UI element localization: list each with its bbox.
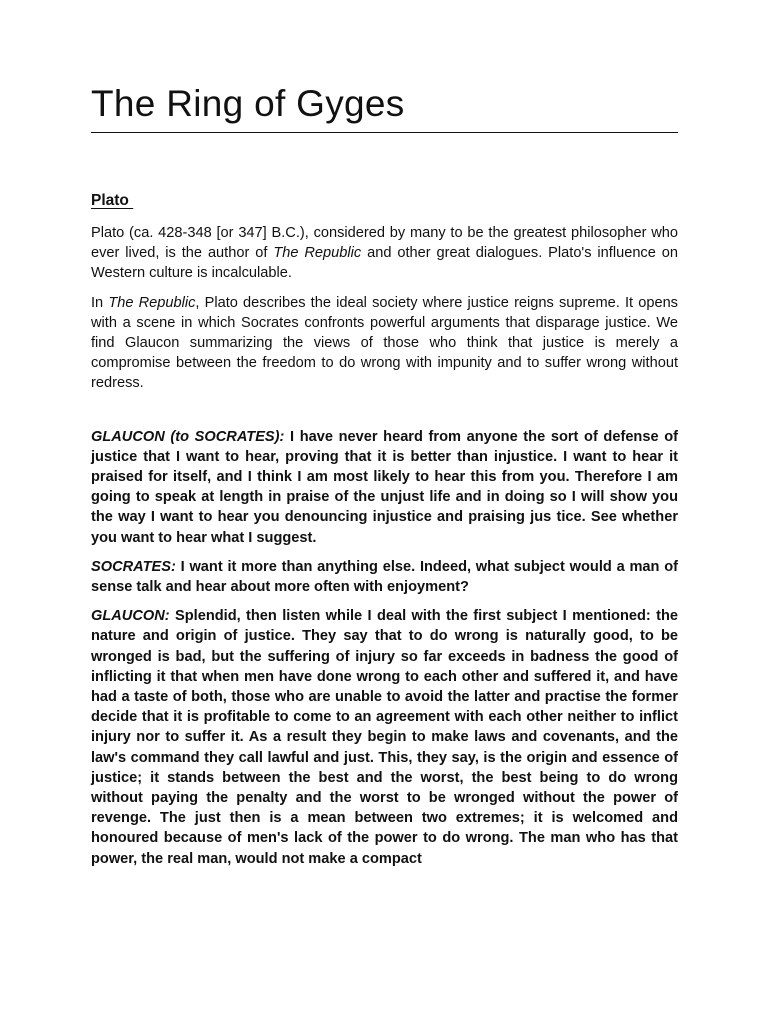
intro-paragraph-2-book-title: The Republic bbox=[108, 294, 196, 311]
intro-paragraph-2 bbox=[91, 293, 678, 394]
speech-text: Splendid, then listen while I deal with the first subject I mentioned: the nature and origin of justice. They say that to do wrong is naturally good, to be wronged is bad, but the suffering of injury so far exceeds in badness the good of inflicting it that when men have done wrong to each other and suffered it, and have had a taste of both, those who are unable to avoid the latter and practise the former decide that it is profitable to come to an agreement with each other neither to inflict injury nor to suffer it. As a result they begin to make laws and covenants, and the law's command they call lawful and just. This, they say, is the origin and essence of justice; it stands between the best and the worst, the best being to do wrong without paying the penalty and the worst to be wronged without the power of revenge. The just then is a mean between two extremes; it is welcomed and honoured because of men's lack of the power to do wrong. The man who has that power, the real man, would not make a compact bbox=[91, 608, 678, 867]
speaker-label: GLAUCON: bbox=[91, 608, 170, 625]
intro-paragraph-1-book-title: The Republic bbox=[273, 245, 362, 262]
dialogue-paragraph-3 bbox=[91, 606, 678, 869]
speech-text: I have never heard from anyone the sort of defense of justice that I want to hear, proving that it is better than injustice. I want to hear it praised for itself, and I think I am most likely to hear this from you. Therefore I am going to speak at length in praise of the unjust life and in doing so I will show you the way I want to hear you denouncing injustice and praising jus tice. See whether you want to hear what I suggest. bbox=[91, 428, 678, 546]
document-title: The Ring of Gyges bbox=[91, 83, 405, 124]
speaker-label: SOCRATES: bbox=[91, 558, 176, 575]
intro-paragraph-1 bbox=[91, 223, 678, 284]
document-page bbox=[91, 82, 678, 869]
intro-paragraph-2-text-b: , Plato describes the ideal society where justice reigns supreme. It opens with a scene in which Socrates confronts powerful arguments that disparage justice. We find Glaucon summarizing the views of those who think that justice is merely a compromise between the freedom to do wrong with impunity and to suffer wrong without redress. bbox=[91, 294, 678, 392]
speaker-label: GLAUCON (to SOCRATES): bbox=[91, 428, 285, 445]
intro-paragraph-1-text-a: Plato (ca. 428-348 [or 347] B.C.), considered by many to be the greatest philosopher who ever lived, is the author of bbox=[91, 225, 678, 262]
intro-paragraph-1-text-b: and other great dialogues. Plato's influence on Western culture is incalculable. bbox=[91, 245, 678, 282]
dialogue-paragraph-1 bbox=[91, 427, 678, 548]
author-heading: Plato bbox=[91, 192, 134, 209]
dialogue-paragraph-2 bbox=[91, 557, 678, 597]
intro-paragraph-2-text-a: In bbox=[91, 294, 109, 311]
title-underline-rule bbox=[91, 132, 678, 133]
speech-text: I want it more than anything else. Indeed, what subject would a man of sense talk and hear about more often with enjoyment? bbox=[91, 558, 678, 596]
